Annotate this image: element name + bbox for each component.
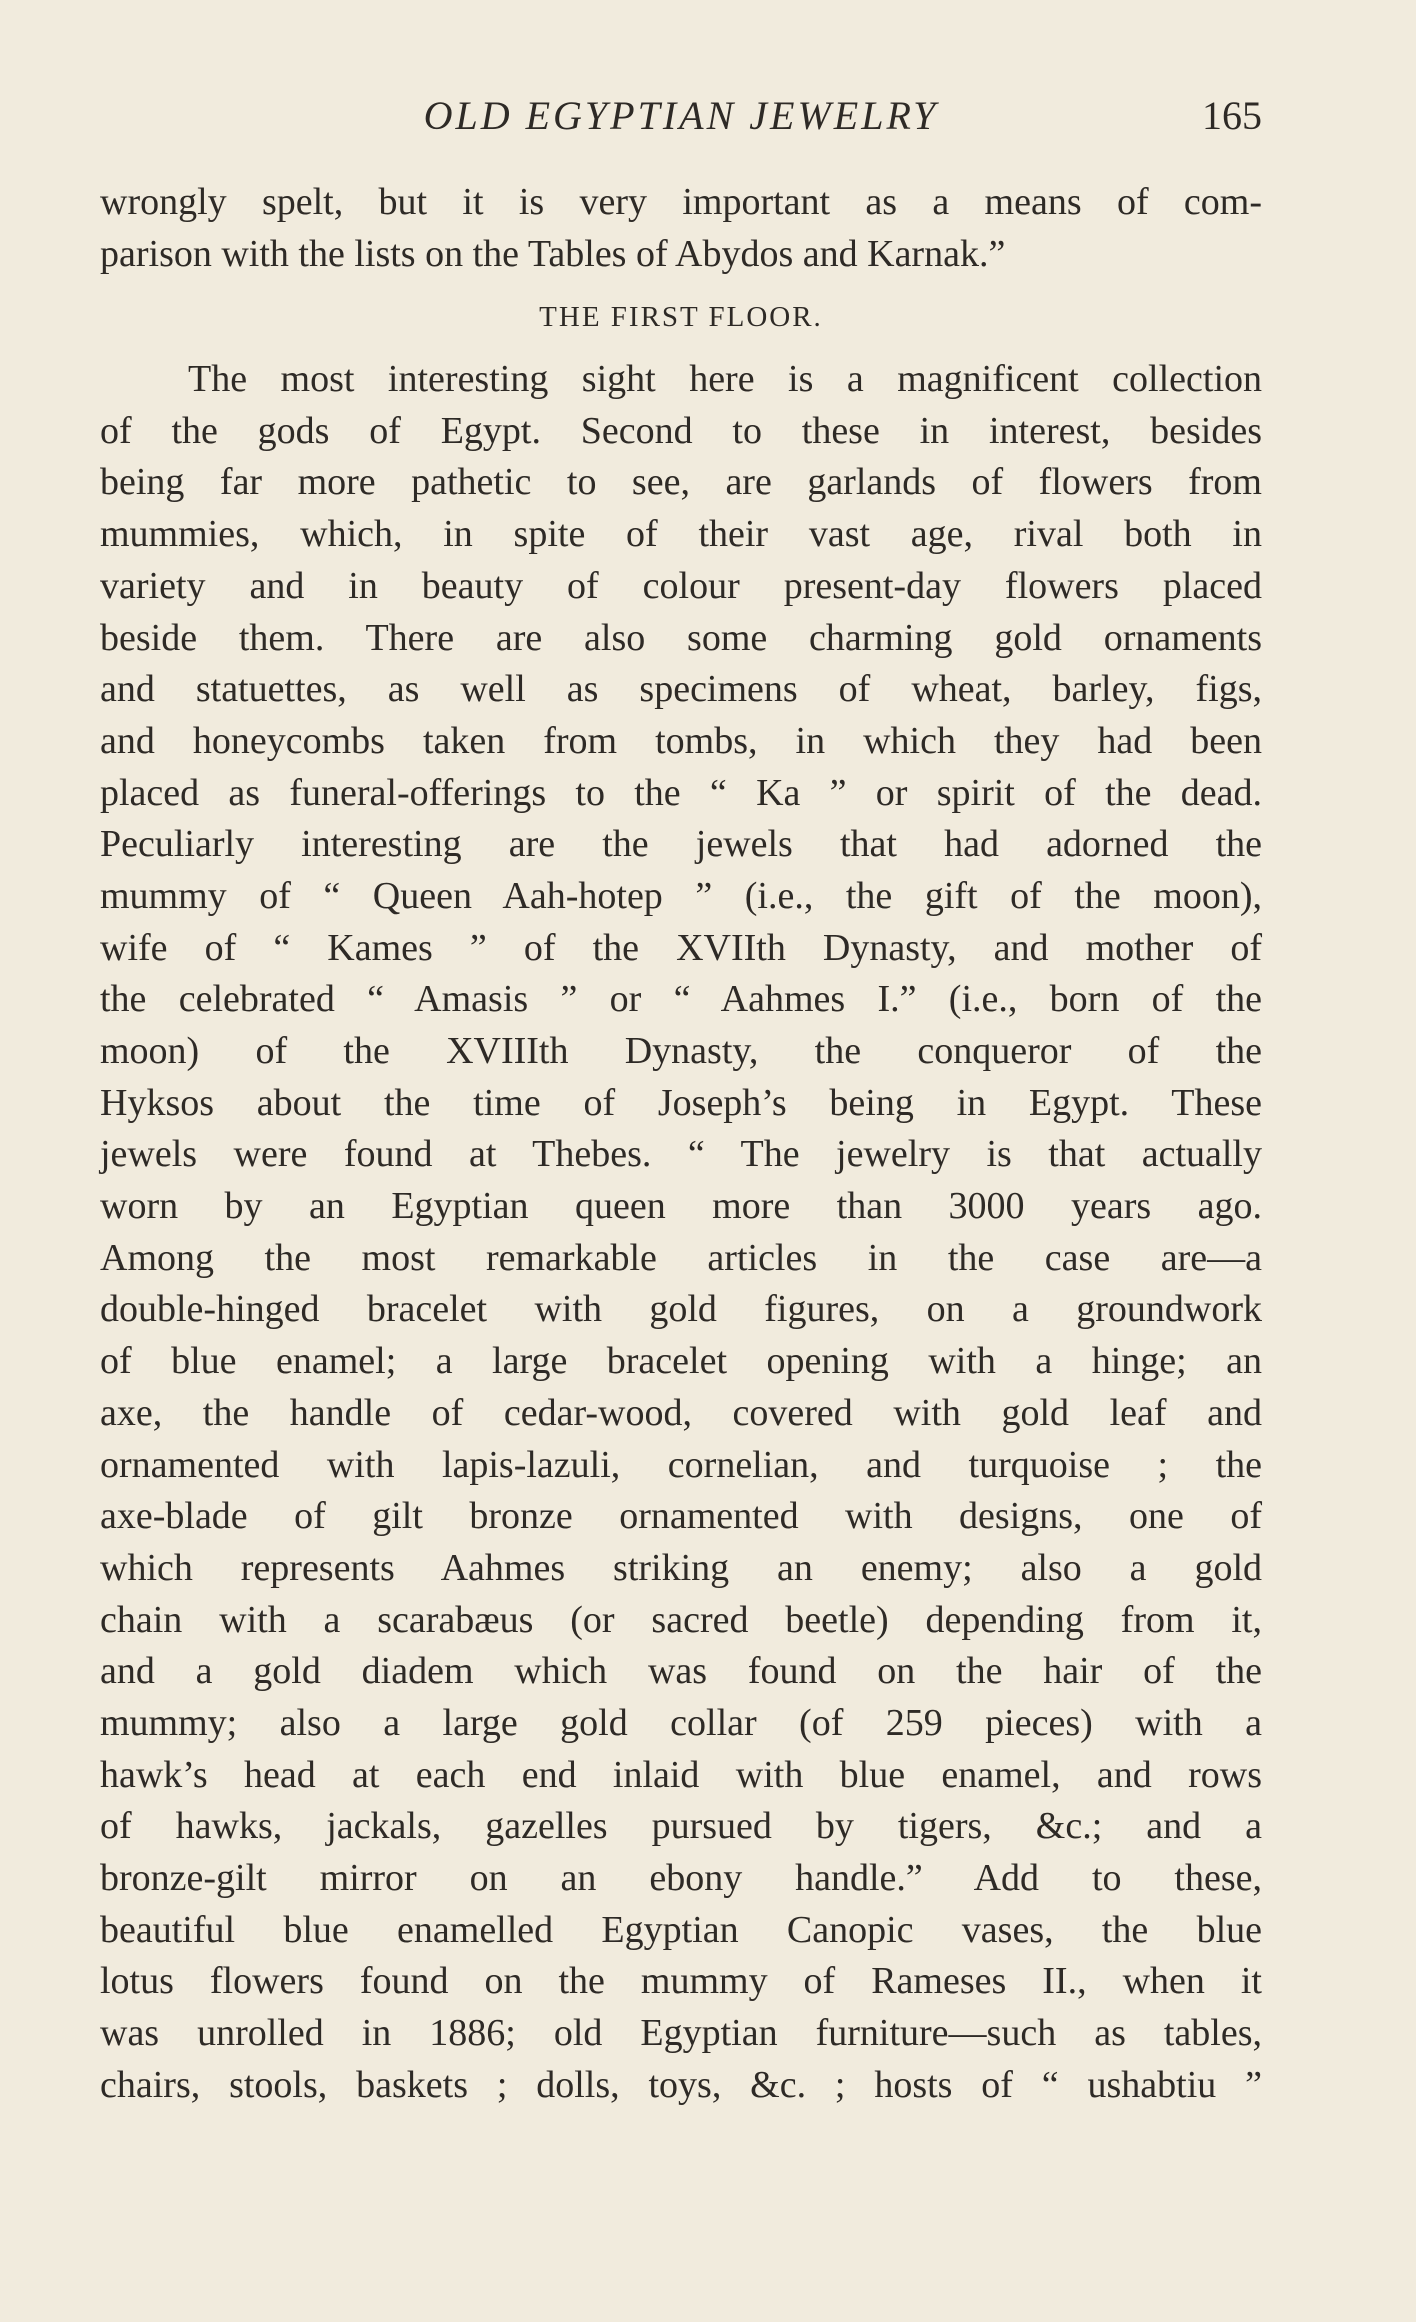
- text-line: and a gold diadem which was found on the hair of the: [100, 1650, 1262, 1693]
- text-line: being far more pathetic to see, are garlands of flowers from: [100, 461, 1262, 504]
- text-line: mummy of “ Queen Aah-hotep ” (i.e., the gift of the moon),: [100, 874, 1262, 917]
- text-line: axe, the handle of cedar-wood, covered with gold leaf and: [100, 1391, 1262, 1434]
- text-line: ornamented with lapis-lazuli, cornelian, and turquoise ; the: [100, 1443, 1262, 1486]
- text-line: the celebrated “ Amasis ” or “ Aahmes I.” (i.e., born of the: [100, 978, 1262, 1021]
- page-number: 165: [1202, 93, 1262, 138]
- text-line: bronze-gilt mirror on an ebony handle.” Add to these,: [100, 1857, 1262, 1899]
- text-line: of hawks, jackals, gazelles pursued by tigers, &c.; and a: [100, 1805, 1262, 1848]
- text-line: parison with the lists on the Tables of Abydos and Karnak.”: [100, 232, 1006, 275]
- text-line: of the gods of Egypt. Second to these in interest, besides: [100, 409, 1262, 452]
- text-line: variety and in beauty of colour present-day flowers placed: [100, 564, 1262, 607]
- text-line: placed as funeral-offerings to the “ Ka ” or spirit of the dead.: [100, 771, 1262, 814]
- text-line: mummy; also a large gold collar (of 259 pieces) with a: [100, 1701, 1262, 1744]
- text-line: of blue enamel; a large bracelet opening with a hinge; an: [100, 1340, 1262, 1383]
- text-line: worn by an Egyptian queen more than 3000 years ago.: [100, 1185, 1262, 1228]
- body-text: [100, 177, 1262, 2111]
- section-heading: THE FIRST FLOOR.: [539, 301, 823, 334]
- text-line: chairs, stools, baskets ; dolls, toys, &c. ; hosts of “ ushabtiu ”: [100, 2063, 1262, 2106]
- text-line: Among the most remarkable articles in the case are—a: [100, 1236, 1262, 1279]
- text-line: jewels were found at Thebes. “ The jewelry is that actually: [100, 1133, 1262, 1176]
- text-line: beautiful blue enamelled Egyptian Canopic vases, the blue: [100, 1908, 1262, 1951]
- text-line: and statuettes, as well as specimens of wheat, barley, figs,: [100, 668, 1262, 711]
- text-line: was unrolled in 1886; old Egyptian furniture—such as tables,: [100, 2012, 1262, 2055]
- text-line: chain with a scarabæus (or sacred beetle) depending from it,: [100, 1598, 1262, 1641]
- text-line: double-hinged bracelet with gold figures, on a groundwork: [100, 1288, 1262, 1331]
- running-title: OLD EGYPTIAN JEWELRY: [423, 93, 939, 138]
- text-line: Peculiarly interesting are the jewels that had adorned the: [100, 823, 1262, 866]
- text-line: beside them. There are also some charming gold ornaments: [100, 616, 1262, 659]
- text-line: moon) of the XVIIIth Dynasty, the conqueror of the: [100, 1030, 1262, 1072]
- text-line: wrongly spelt, but it is very important as a means of com-: [100, 181, 1262, 223]
- text-line: which represents Aahmes striking an enemy; also a gold: [100, 1546, 1262, 1589]
- running-head: [100, 92, 1262, 152]
- text-line: The most interesting sight here is a magnificent collection: [188, 358, 1262, 401]
- text-line: mummies, which, in spite of their vast age, rival both in: [100, 513, 1262, 556]
- text-line: lotus flowers found on the mummy of Rameses II., when it: [100, 1960, 1262, 2003]
- text-line: Hyksos about the time of Joseph’s being in Egypt. These: [100, 1081, 1262, 1124]
- text-line: hawk’s head at each end inlaid with blue enamel, and rows: [100, 1753, 1262, 1796]
- text-line: axe-blade of gilt bronze ornamented with designs, one of: [100, 1495, 1262, 1538]
- text-line: and honeycombs taken from tombs, in which they had been: [100, 719, 1262, 762]
- text-line: wife of “ Kames ” of the XVIIth Dynasty, and mother of: [100, 926, 1262, 969]
